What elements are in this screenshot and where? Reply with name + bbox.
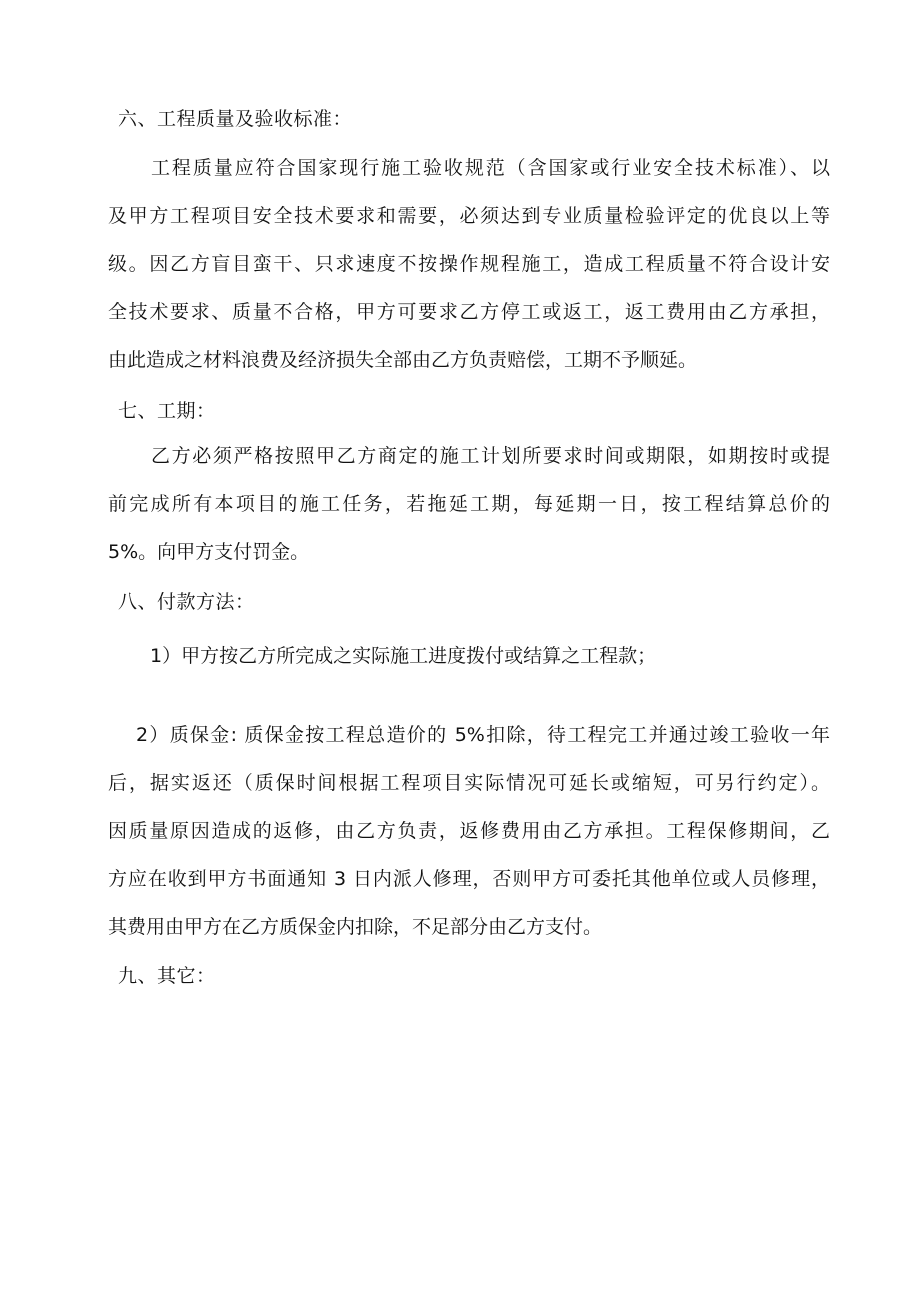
paragraph-line: 级。因乙方盲目蛮干、只求速度不按操作规程施工，造成工程质量不符合设计安 [108,253,830,275]
paragraph-line: 前完成所有本项目的施工任务，若拖延工期，每延期一日，按工程结算总价的 [108,493,830,515]
section-7-paragraph [108,432,830,576]
paragraph-line: 方应在收到甲方书面通知 3 日内派人修理，否则甲方可委托其他单位或人员修理， [108,868,830,890]
section-6-heading: 六、工程质量及验收标准： [118,108,353,130]
paragraph-line: 其费用由甲方在乙方质保金内扣除，不足部分由乙方支付。 [108,916,603,938]
paragraph-line: 5%。向甲方支付罚金。 [108,541,310,563]
paragraph-line: 1）甲方按乙方所完成之实际施工进度拨付或结算之工程款； [150,645,657,667]
paragraph-line: 因质量原因造成的返修，由乙方负责，返修费用由乙方承担。工程保修期间，乙 [108,820,830,842]
paragraph-line: 由此造成之材料浪费及经济损失全部由乙方负责赔偿，工期不予顺延。 [108,349,698,371]
paragraph-line: 2）质保金: 质保金按工程总造价的 5%扣除，待工程完工并通过竣工验收一年 [136,724,830,746]
paragraph-line: 工程质量应符合国家现行施工验收规范（含国家或行业安全技术标准）、以 [151,157,830,179]
payment-item-1 [108,632,830,680]
section-6-paragraph [108,144,830,384]
paragraph-line: 全技术要求、质量不合格，甲方可要求乙方停工或返工，返工费用由乙方承担， [108,301,830,323]
section-9-heading: 九、其它： [118,965,216,987]
section-7-heading: 七、工期： [118,400,216,422]
section-8-heading: 八、付款方法： [118,591,255,613]
payment-item-2 [108,711,830,951]
paragraph-line: 后，据实返还（质保时间根据工程项目实际情况可延长或缩短，可另行约定）。 [108,772,830,794]
paragraph-line: 乙方必须严格按照甲乙方商定的施工计划所要求时间或期限，如期按时或提 [151,445,830,467]
paragraph-line: 及甲方工程项目安全技术要求和需要，必须达到专业质量检验评定的优良以上等 [108,205,830,227]
